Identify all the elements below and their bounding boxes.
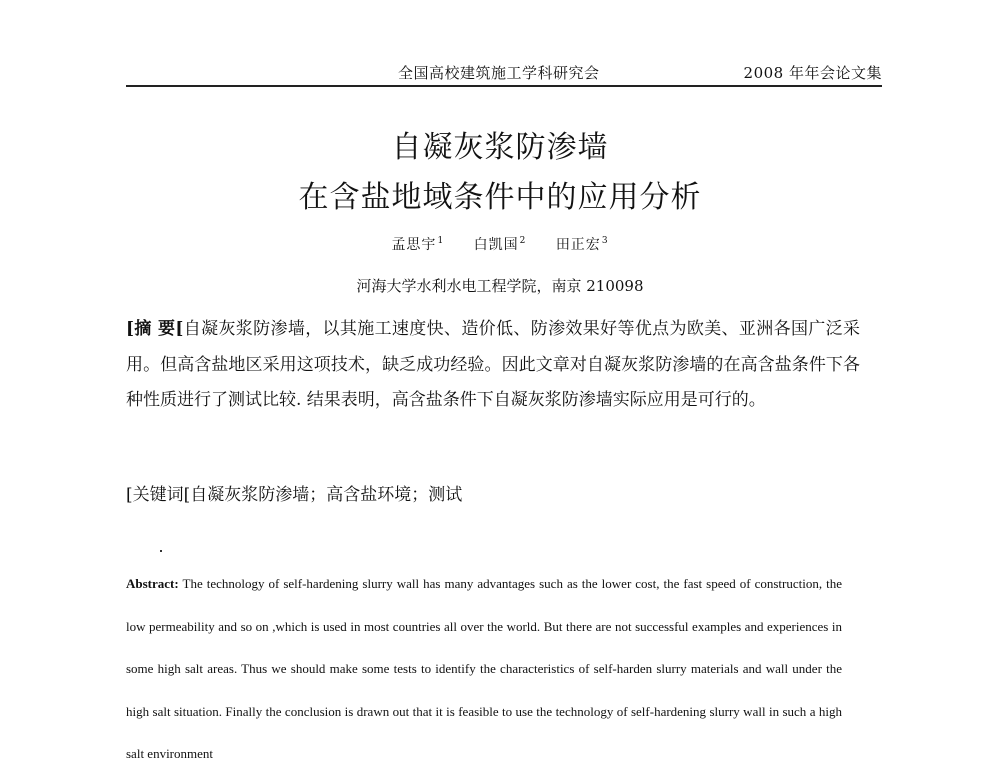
running-header — [126, 60, 882, 84]
keywords-label: [关键词[ — [126, 485, 191, 505]
proceedings-title: 2008 年年会论文集 — [743, 64, 882, 82]
paper-title-line-2: 在含盐地域条件中的应用分析 — [298, 180, 702, 215]
abstract-text: 自凝灰浆防渗墙，以其施工速度快、造价低、防渗效果好等优点为欧美、亚洲各国广泛采用。但高含盐地区采用这项技术，缺乏成功经验。因此文章对自凝灰浆防渗墙的在高含盐条件下各种性质进行了测试比较. 结果表明，高含盐条件下自凝灰浆防渗墙实际应用是可行的。 — [126, 319, 860, 410]
conference-name: 全国高校建筑施工学科研究会 — [398, 64, 600, 82]
affiliation: 河海大学水利水电工程学院，南京 210098 — [356, 277, 644, 295]
header-rule — [126, 85, 882, 87]
abstract-label: [摘 要[ — [126, 319, 184, 339]
author-affiliation-mark: 3 — [601, 236, 609, 246]
author-1 — [391, 237, 444, 253]
author-affiliation-mark: 2 — [519, 236, 527, 246]
english-abstract-label: Abstract: — [126, 576, 179, 591]
keywords-text: 自凝灰浆防渗墙；高含盐环境；测试 — [190, 485, 463, 505]
author-name: 孟思宇 — [391, 237, 437, 253]
author-2 — [474, 237, 527, 253]
chinese-keywords — [126, 480, 462, 505]
author-name: 田正宏 — [555, 237, 601, 253]
paper-title-line-1: 自凝灰浆防渗墙 — [391, 130, 609, 165]
english-abstract — [126, 563, 842, 776]
chinese-abstract — [126, 312, 860, 419]
author-list — [0, 234, 1000, 254]
author-3 — [556, 237, 609, 253]
english-abstract-text: The technology of self-hardening slurry wall has many advantages such as the lower cost, the fast speed of construction, the low permeability and so on ,which is used in most countries all over the world. But there are not successful examples and experiences in some high salt areas. Thus we should make some tests to identify the characteristics of self-harden slurry materials and wall under the high salt situation. Finally the conclusion is drawn out that it is feasible to use the technology of self-hardening slurry wall in such a high salt environment — [126, 576, 842, 761]
author-name: 白凯国 — [473, 237, 519, 253]
author-affiliation-mark: 1 — [437, 236, 445, 246]
scan-artifact-dot — [160, 550, 162, 552]
